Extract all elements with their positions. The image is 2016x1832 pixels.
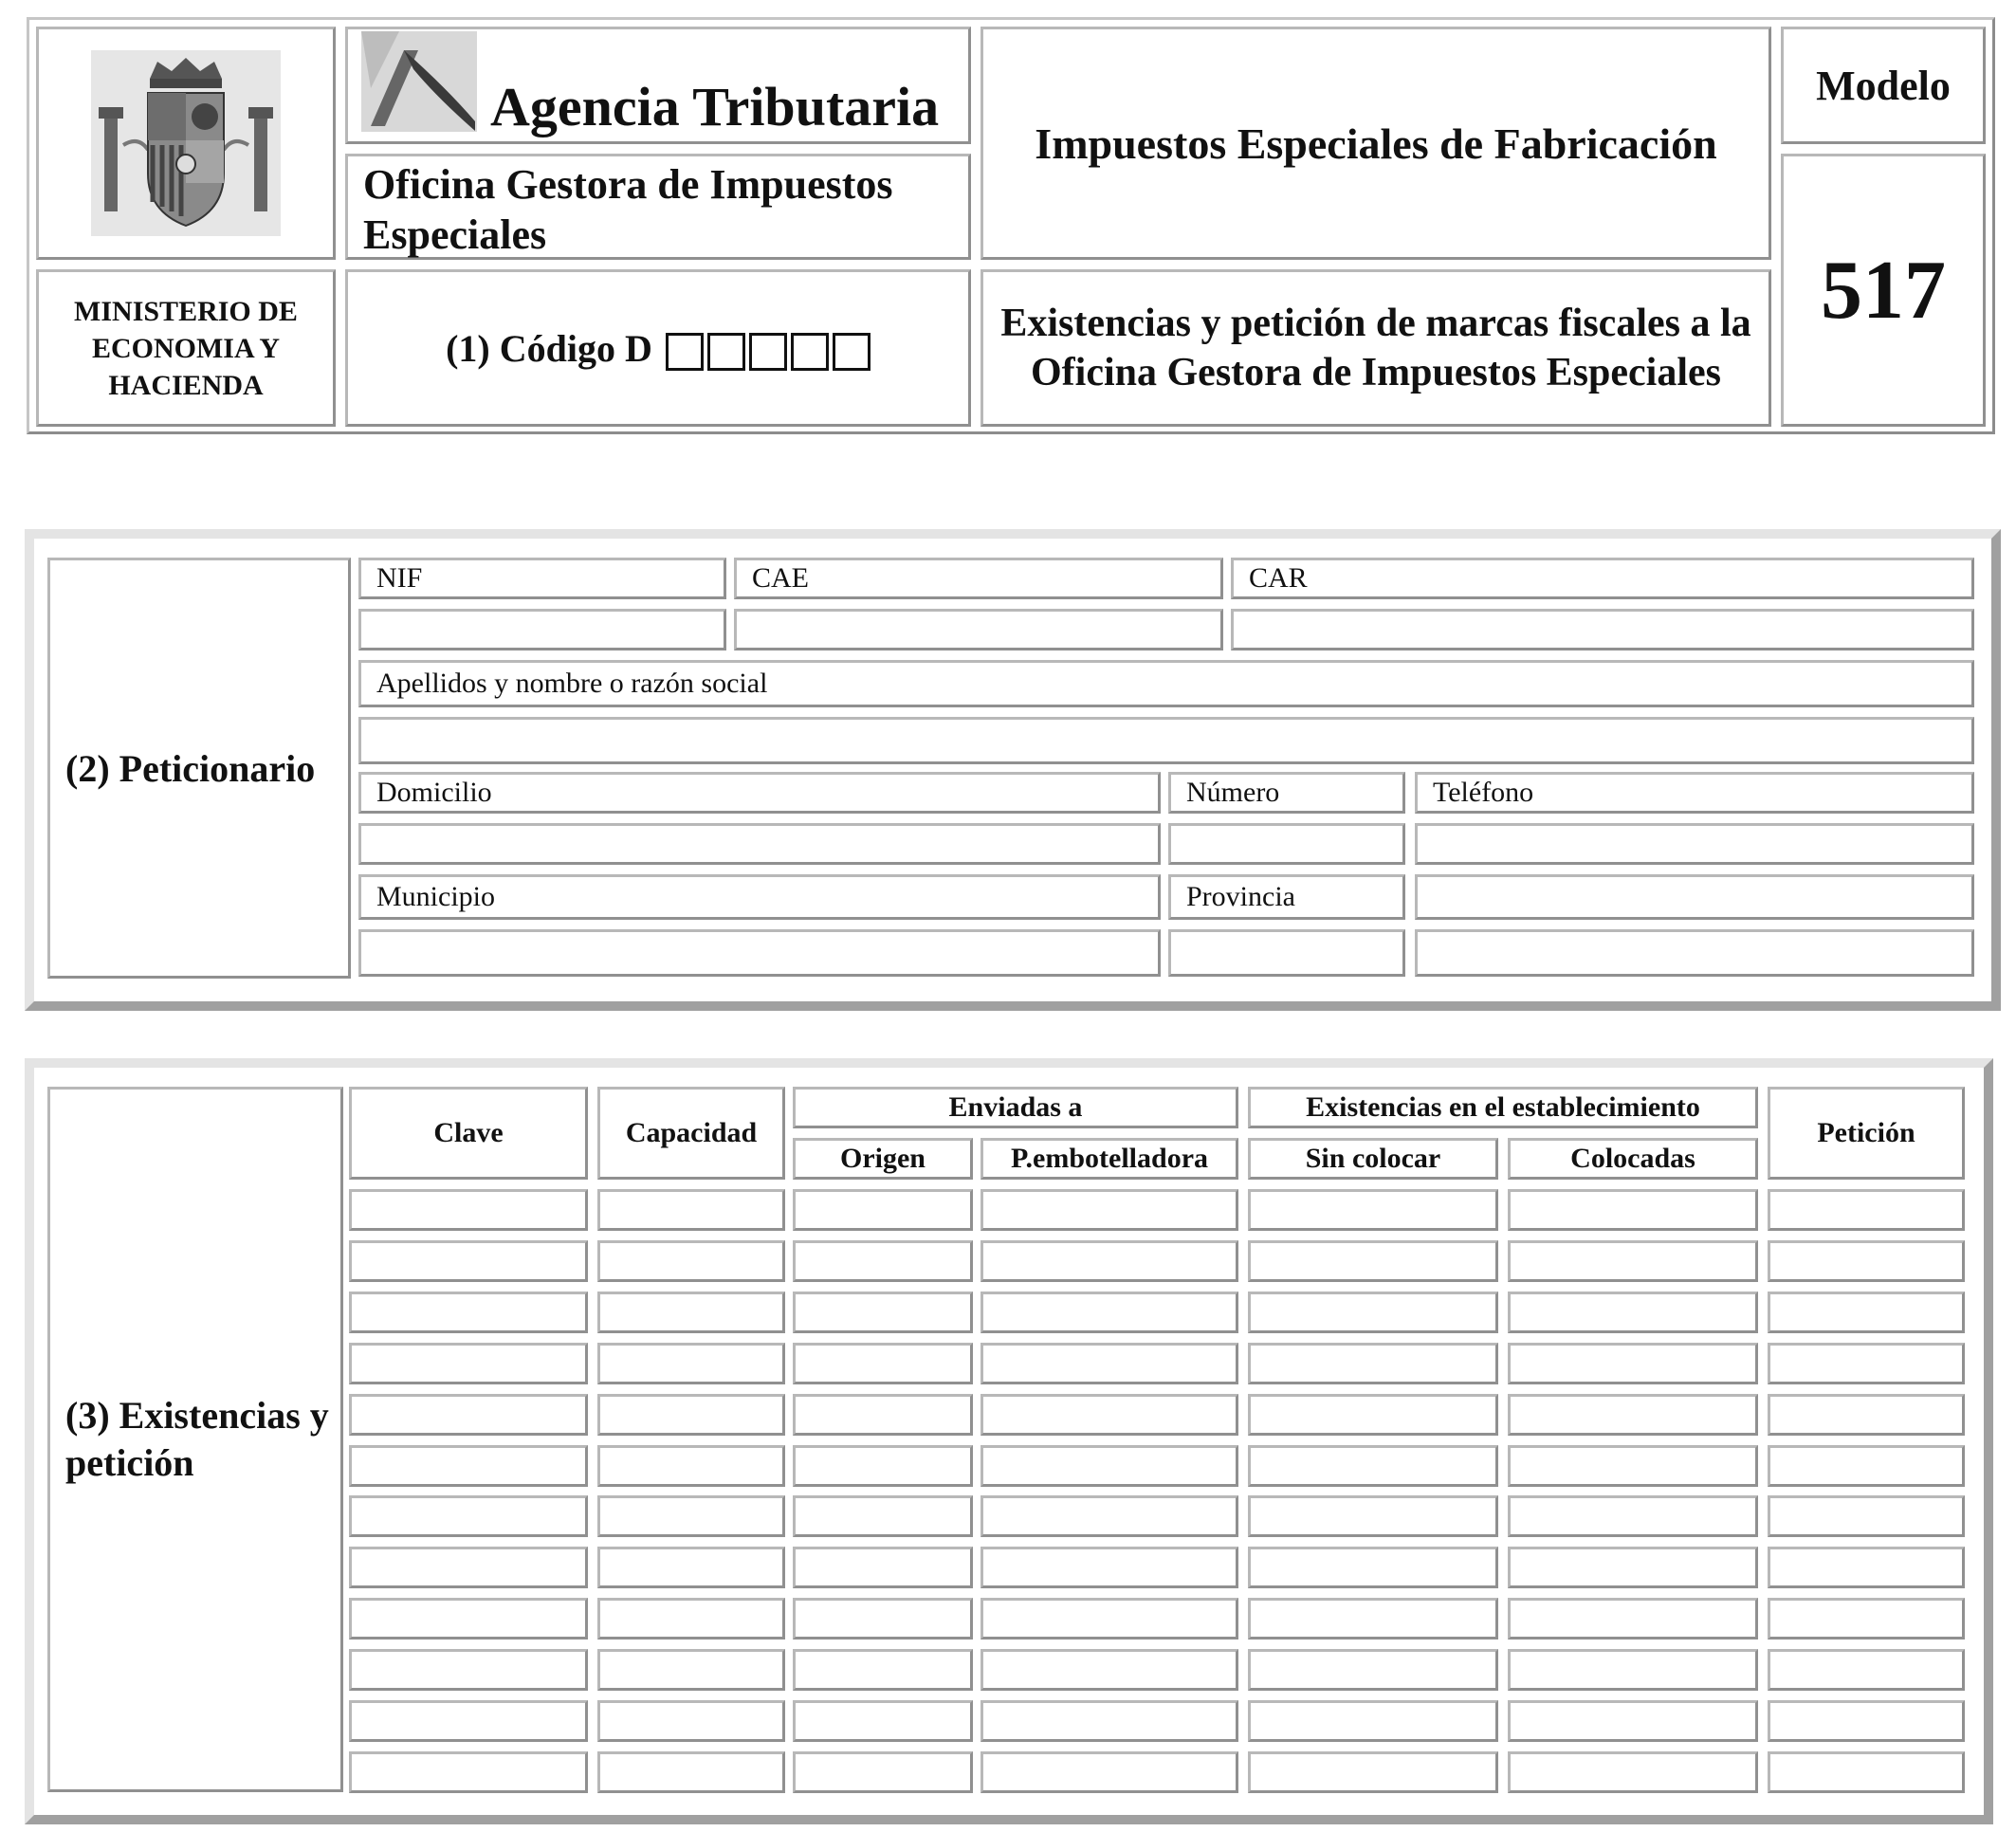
col-capacidad-header <box>597 1087 785 1180</box>
model-label <box>1781 27 1986 144</box>
clave-cell[interactable] <box>349 1445 588 1487</box>
capacidad-cell[interactable] <box>597 1240 785 1282</box>
origen-cell[interactable] <box>793 1700 973 1742</box>
cae-field[interactable] <box>734 609 1223 650</box>
name-field[interactable] <box>358 717 1974 764</box>
section-2-title <box>47 558 351 979</box>
code-digit-box[interactable] <box>833 333 871 371</box>
peticion-cell[interactable] <box>1768 1292 1965 1333</box>
clave-cell[interactable] <box>349 1547 588 1588</box>
colocadas-cell[interactable] <box>1508 1445 1758 1487</box>
clave-cell[interactable] <box>349 1343 588 1384</box>
capacidad-cell[interactable] <box>597 1343 785 1384</box>
embotelladora-cell[interactable] <box>981 1598 1238 1640</box>
clave-cell[interactable] <box>349 1189 588 1231</box>
peticion-cell[interactable] <box>1768 1495 1965 1537</box>
colocadas-cell[interactable] <box>1508 1240 1758 1282</box>
colocadas-cell[interactable] <box>1508 1700 1758 1742</box>
sin-colocar-cell[interactable] <box>1248 1547 1498 1588</box>
peticion-cell[interactable] <box>1768 1547 1965 1588</box>
code-digit-box[interactable] <box>707 333 745 371</box>
origen-cell[interactable] <box>793 1547 973 1588</box>
col-colocadas-header <box>1508 1138 1758 1180</box>
section-3-title-text: (3) Existencias y petición <box>65 1394 329 1484</box>
origen-cell[interactable] <box>793 1343 973 1384</box>
clave-cell[interactable] <box>349 1495 588 1537</box>
address-field[interactable] <box>358 823 1161 865</box>
capacidad-cell[interactable] <box>597 1495 785 1537</box>
car-label: CAR <box>1231 558 1974 599</box>
origen-cell[interactable] <box>793 1445 973 1487</box>
capacidad-cell[interactable] <box>597 1394 785 1436</box>
colocadas-cell[interactable] <box>1508 1495 1758 1537</box>
capacidad-cell[interactable] <box>597 1700 785 1742</box>
colocadas-cell[interactable] <box>1508 1292 1758 1333</box>
form-title <box>981 269 1771 427</box>
col-colocadas-text: Colocadas <box>1570 1143 1695 1174</box>
code-field[interactable] <box>345 269 971 427</box>
capacidad-cell[interactable] <box>597 1445 785 1487</box>
colocadas-cell[interactable] <box>1508 1547 1758 1588</box>
embotelladora-cell[interactable] <box>981 1394 1238 1436</box>
peticion-cell[interactable] <box>1768 1598 1965 1640</box>
form-title-text: Existencias y petición de marcas fiscales a la Oficina Gestora de Impuestos Especiales <box>1000 301 1751 394</box>
sin-colocar-cell[interactable] <box>1248 1189 1498 1231</box>
address-label: Domicilio <box>358 772 1161 814</box>
embotelladora-cell[interactable] <box>981 1495 1238 1537</box>
origen-cell[interactable] <box>793 1189 973 1231</box>
agency-logo-icon <box>361 31 477 132</box>
clave-cell[interactable] <box>349 1292 588 1333</box>
phone-label: Teléfono <box>1415 772 1974 814</box>
embotelladora-cell[interactable] <box>981 1751 1238 1793</box>
col-embotelladora-header <box>981 1138 1238 1180</box>
origen-cell[interactable] <box>793 1649 973 1691</box>
origen-cell[interactable] <box>793 1598 973 1640</box>
embotelladora-cell[interactable] <box>981 1700 1238 1742</box>
peticion-cell[interactable] <box>1768 1189 1965 1231</box>
col-sin-colocar-text: Sin colocar <box>1305 1143 1441 1174</box>
number-label: Número <box>1168 772 1405 814</box>
peticion-cell[interactable] <box>1768 1394 1965 1436</box>
col-embotelladora-text: P.embotelladora <box>1010 1143 1209 1174</box>
origen-cell[interactable] <box>793 1240 973 1282</box>
province-field[interactable] <box>1168 929 1405 977</box>
peticion-cell[interactable] <box>1768 1445 1965 1487</box>
peticion-cell[interactable] <box>1768 1751 1965 1793</box>
name-label: Apellidos y nombre o razón social <box>358 660 1974 707</box>
colocadas-cell[interactable] <box>1508 1394 1758 1436</box>
model-number-text: 517 <box>1821 244 1946 337</box>
capacidad-cell[interactable] <box>597 1292 785 1333</box>
section-3-title <box>47 1087 343 1792</box>
code-digit-box[interactable] <box>666 333 704 371</box>
col-clave-text: Clave <box>433 1117 504 1148</box>
embotelladora-cell[interactable] <box>981 1343 1238 1384</box>
tax-title-text: Impuestos Especiales de Fabricación <box>1035 119 1717 168</box>
nif-field[interactable] <box>358 609 726 650</box>
col-clave-header <box>349 1087 588 1180</box>
origen-cell[interactable] <box>793 1394 973 1436</box>
peticion-cell[interactable] <box>1768 1649 1965 1691</box>
colocadas-cell[interactable] <box>1508 1343 1758 1384</box>
origen-cell[interactable] <box>793 1292 973 1333</box>
sin-colocar-cell[interactable] <box>1248 1495 1498 1537</box>
sin-colocar-cell[interactable] <box>1248 1751 1498 1793</box>
colocadas-cell[interactable] <box>1508 1649 1758 1691</box>
peticion-cell[interactable] <box>1768 1343 1965 1384</box>
code-digit-box[interactable] <box>791 333 829 371</box>
capacidad-cell[interactable] <box>597 1547 785 1588</box>
sin-colocar-cell[interactable] <box>1248 1445 1498 1487</box>
agency-cell <box>345 27 971 144</box>
sin-colocar-cell[interactable] <box>1248 1598 1498 1640</box>
embotelladora-cell[interactable] <box>981 1189 1238 1231</box>
coat-of-arms-cell <box>36 27 336 260</box>
municipality-field[interactable] <box>358 929 1161 977</box>
col-enviadas-header <box>793 1087 1238 1128</box>
phone-field[interactable] <box>1415 823 1974 865</box>
cae-label: CAE <box>734 558 1223 599</box>
nif-label: NIF <box>358 558 726 599</box>
capacidad-cell[interactable] <box>597 1189 785 1231</box>
section-2-title-text: (2) Peticionario <box>65 746 316 790</box>
origen-cell[interactable] <box>793 1495 973 1537</box>
clave-cell[interactable] <box>349 1751 588 1793</box>
province-extra-field-2[interactable] <box>1415 929 1974 977</box>
ministry-name <box>36 269 336 427</box>
col-capacidad-text: Capacidad <box>625 1117 758 1148</box>
col-peticion-header <box>1768 1087 1965 1180</box>
col-origen-header <box>793 1138 973 1180</box>
clave-cell[interactable] <box>349 1649 588 1691</box>
clave-cell[interactable] <box>349 1240 588 1282</box>
col-origen-text: Origen <box>840 1143 926 1174</box>
province-label: Provincia <box>1168 874 1405 920</box>
sin-colocar-cell[interactable] <box>1248 1649 1498 1691</box>
clave-cell[interactable] <box>349 1394 588 1436</box>
tax-title <box>981 27 1771 260</box>
province-extra-field[interactable] <box>1415 874 1974 920</box>
embotelladora-cell[interactable] <box>981 1547 1238 1588</box>
ministry-text: MINISTERIO DE ECONOMIA Y HACIENDA <box>74 295 298 401</box>
sin-colocar-cell[interactable] <box>1248 1394 1498 1436</box>
code-digit-box[interactable] <box>749 333 787 371</box>
clave-cell[interactable] <box>349 1598 588 1640</box>
embotelladora-cell[interactable] <box>981 1240 1238 1282</box>
number-field[interactable] <box>1168 823 1405 865</box>
peticion-cell[interactable] <box>1768 1240 1965 1282</box>
col-enviadas-text: Enviadas a <box>948 1091 1083 1123</box>
col-existencias-text: Existencias en el establecimiento <box>1306 1091 1700 1123</box>
agency-name: Agencia Tributaria <box>490 76 940 137</box>
embotelladora-cell[interactable] <box>981 1445 1238 1487</box>
office-text: Oficina Gestora de Impuestos Especiales <box>363 161 893 258</box>
col-existencias-header <box>1248 1087 1758 1128</box>
sin-colocar-cell[interactable] <box>1248 1343 1498 1384</box>
embotelladora-cell[interactable] <box>981 1292 1238 1333</box>
peticion-cell[interactable] <box>1768 1700 1965 1742</box>
capacidad-cell[interactable] <box>597 1751 785 1793</box>
origen-cell[interactable] <box>793 1751 973 1793</box>
code-label: (1) Código D <box>446 326 652 370</box>
col-sin-colocar-header <box>1248 1138 1498 1180</box>
colocadas-cell[interactable] <box>1508 1189 1758 1231</box>
model-label-text: Modelo <box>1816 62 1951 109</box>
sin-colocar-cell[interactable] <box>1248 1240 1498 1282</box>
office-name <box>345 154 971 260</box>
col-peticion-text: Petición <box>1817 1117 1915 1148</box>
colocadas-cell[interactable] <box>1508 1751 1758 1793</box>
sin-colocar-cell[interactable] <box>1248 1700 1498 1742</box>
sin-colocar-cell[interactable] <box>1248 1292 1498 1333</box>
coat-of-arms-logo <box>91 50 281 236</box>
municipality-label: Municipio <box>358 874 1161 920</box>
embotelladora-cell[interactable] <box>981 1649 1238 1691</box>
colocadas-cell[interactable] <box>1508 1598 1758 1640</box>
capacidad-cell[interactable] <box>597 1649 785 1691</box>
model-number <box>1781 154 1986 427</box>
clave-cell[interactable] <box>349 1700 588 1742</box>
car-field[interactable] <box>1231 609 1974 650</box>
capacidad-cell[interactable] <box>597 1598 785 1640</box>
